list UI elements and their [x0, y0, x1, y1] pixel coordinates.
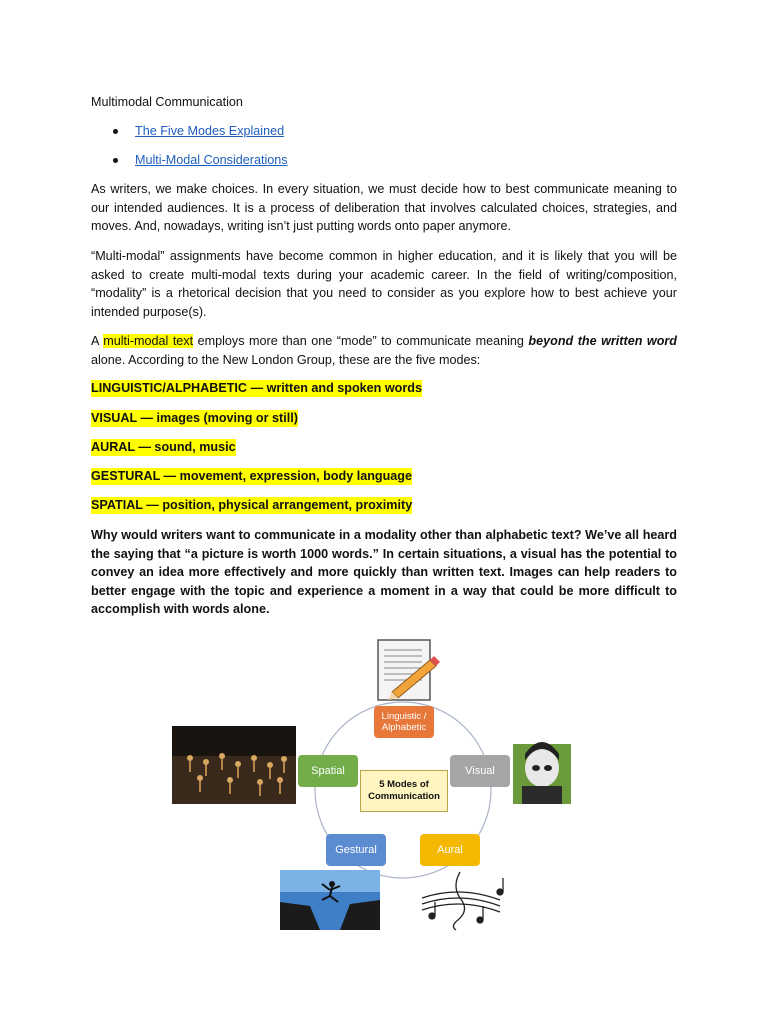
node-aural: Aural — [420, 834, 480, 866]
bullet-icon — [113, 129, 118, 134]
node-gestural: Gestural — [326, 834, 386, 866]
link-list — [91, 122, 288, 180]
mode-aural: AURAL — sound, music — [91, 440, 236, 454]
highlighted-term: multi-modal text — [103, 334, 194, 348]
node-linguistic: Linguistic / Alphabetic — [374, 706, 434, 738]
paragraph-multimodal-assignments: “Multi-modal” assignments have become common in higher education, and it is likely that you will be asked to create multi-modal texts during your academic career. In the field of writing/composition, “modality” is a rhetorical decision that you need to consider as you explore how to best achieve your intended purpose(s). — [91, 249, 677, 319]
jumper-silhouette-photo — [280, 870, 380, 930]
mode-gestural: GESTURAL — movement, expression, body language — [91, 469, 412, 483]
list-item — [91, 151, 288, 180]
page-title: Multimodal Communication — [91, 95, 243, 109]
character-portrait-image — [513, 742, 571, 804]
music-notes-icon — [422, 872, 503, 930]
node-spatial: Spatial — [298, 755, 358, 787]
text-run: employs more than one “mode” to communicate meaning — [193, 334, 529, 348]
bullet-icon — [113, 158, 118, 163]
five-modes-diagram — [160, 630, 580, 940]
text-run: A — [91, 334, 104, 348]
mode-spatial: SPATIAL — position, physical arrangement, proximity — [91, 498, 413, 512]
mode-linguistic: LINGUISTIC/ALPHABETIC — written and spoken words — [91, 381, 422, 395]
paragraph-intro: As writers, we make choices. In every situation, we must decide how to best communicate meaning to our intended audiences. It is a process of deliberation that involves calculated choices, strategies, and moves. And, nowadays, writing isn’t just putting words onto paper anymore. — [91, 182, 677, 233]
list-item — [91, 122, 288, 151]
link-five-modes[interactable]: The Five Modes Explained — [135, 124, 285, 138]
mode-visual: VISUAL — images (moving or still) — [91, 411, 298, 425]
italic-phrase: beyond the written word — [528, 334, 677, 348]
notepad-pencil-icon — [378, 640, 440, 700]
text-run: alone. According to the New London Group, these are the five modes: — [91, 352, 481, 367]
node-visual: Visual — [450, 755, 510, 787]
dancers-photo — [172, 726, 296, 804]
paragraph-why-modality: Why would writers want to communicate in a modality other than alphabetic text? We’ve all heard the saying that “a picture is worth 1000 words.” In certain situations, a visual has the potential to convey an idea more effectively and more quickly than written text. Images can help readers to better engage with the topic and experience a moment in a way that could be more difficult to accomplish with words alone. — [91, 528, 677, 616]
diagram-center-label: 5 Modes of Communication — [360, 770, 448, 812]
paragraph-definition — [91, 332, 677, 369]
link-multimodal-considerations[interactable]: Multi-Modal Considerations — [135, 153, 288, 167]
